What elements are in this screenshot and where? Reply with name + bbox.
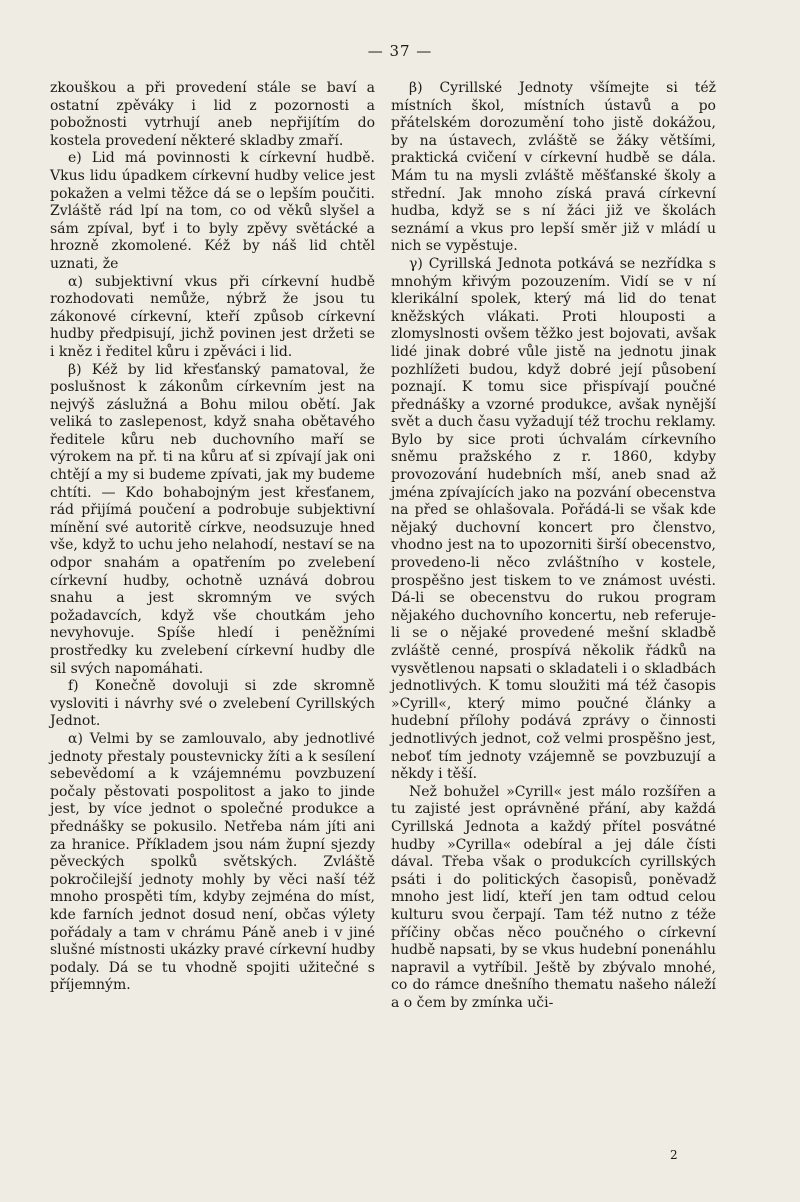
paragraph: γ) Cyrillská Jednota potkává se nezřídka s mnohým křivým pozouzením. Vidí se v ní klerikální spolek, který má lid do tenat kněžských vlákati. Proti hlouposti a zlomyslnosti ovšem těžko jest bojovati, avšak lidé jinak dobré vůle jistě na jednotu jinak pozhlížeti budou, když dobré její působení poznají. K tomu sice přispívají poučné přednášky a vzorné produkce, avšak nynější svět a duch času vyžadují též trochu reklamy. Bylo by sice proti úchvalám církevního sněmu pražského z r. 1860, kdyby provozování hudebních mší, aneb snad až jména zpívajících jako na pozvání obecenstva na před se ohlašovala. Pořádá-li se však kde nějaký duchovní koncert pro členstvo, vhodno jest na to upozorniti širší obecenstvo, provedeno-li něco zvláštního v kostele, prospěšno jest tiskem to ve známost uvésti. Dá-li se obecenstvu do rukou program nějakého duchovního koncertu, neb referuje-li se o nějaké provedené mešní skladbě zvláště cenné, prospívá několik řádků na vysvětlenou napsati o skladateli i o skladbách jednotlivých. K tomu sloužiti má též časopis »Cyrill«, který mimo poučné články a hudební přílohy podává zprávy o činnosti jednotlivých jednot, což velmi prospěšno jest, neboť tím jednoty vzájemně se povzbuzují a někdy i těší. (391, 255, 716, 783)
paragraph: β) Kéž by lid křesťanský pamatoval, že poslušnost k zákonům církevním jest na nejvýš záslužná a Bohu milou obětí. Jak veliká to zaslepenost, když snaha obětavého ředitele kůru neb duchovního maří se výrokem na př. ti na kůru ať si zpívají jak oni chtějí a my si budeme zpívati, jak my budeme chtíti. — Kdo bohabojným jest křesťanem, rád přijímá poučení a podrobuje subjektivní mínění své autoritě církve, neodsuzuje hned vše, když to uchu jeho nelahodí, nestaví se na odpor snahám a opatřením po zvelebení církevní hudby, ochotně uznává dobrou snahu a jest skromným ve svých požadavcích, když vše choutkám jeho nevyhovuje. Spíše hledí i peněžními prostředky ku zvelebení církevní hudby dle sil svých napomáhati. (50, 361, 375, 677)
paragraph: α) subjektivní vkus při církevní hudbě rozhodovati nemůže, nýbrž že jsou tu zákonové církevní, kteří způsob církevní hudby předpisují, jichž povinen jest držeti se i kněz i ředitel kůru i zpěváci i lid. (50, 273, 375, 360)
signature-mark: 2 (670, 1148, 678, 1162)
paragraph: β) Cyrillské Jednoty všímejte si též místních škol, místních ústavů a po přátelském dorozumění toho jistě dokážou, by na ústavech, zvláště se žáky většími, praktická cvičení v církevní hudbě se dála. Mám tu na mysli zvláště měšťanské školy a střední. Jak mnoho získá pravá církevní hudba, když se s ní žáci již ve školách seznámí a vkus pro lepší směr již v mládí u nich se vypěstuje. (391, 80, 716, 255)
paragraph: f) Konečně dovoluji si zde skromně vysloviti i návrhy své o zvelebení Cyrillských Jednot. (50, 678, 375, 730)
page-number: — 37 — (367, 42, 433, 60)
paragraph: zkouškou a při provedení stále se baví a ostatní zpěváky i lid z pozornosti a pobožnosti vytrhují aneb nepřijítím do kostela provedení některé skladby zmaří. (50, 80, 375, 149)
right-column (391, 80, 716, 1012)
paragraph: α) Velmi by se zamlouvalo, aby jednotlivé jednoty přestaly poustevnicky žíti a k sesílení sebevědomí a k vzájemnému povzbuzení počaly pěstovati pospolitost a jako to jinde jest, by více jednot o společné produkce a přednášky se pokusilo. Netřeba nám jíti ani za hranice. Příkladem jsou nám župní sjezdy pěveckých spolků světských. Zvláště pokročilejší jednoty mohly by věci naší též mnoho prospěti tím, kdyby zejména do míst, kde farních jednot dosud není, občas výlety pořádaly a tam v chrámu Páně aneb i v jiné slušné místnosti ukázky pravé církevní hudby podaly. Dá se tu vhodně spojiti užitečné s příjemným. (50, 730, 375, 994)
left-column (50, 80, 375, 995)
paragraph: Než bohužel »Cyrill« jest málo rozšířen a tu zajisté jest oprávněné přání, aby každá Cyrillská Jednota a každý přítel posvátné hudby »Cyrilla« odebíral a jej dále čísti dával. Třeba však o produkcích cyrillských psáti i do politických časopisů, poněvadž mnoho jest lidí, kteří jen tam odtud celou kulturu svou čerpají. Tam též nutno z téže příčiny občas něco poučného o církevní hudbě napsati, by se vkus hudební ponenáhlu napravil a vytříbil. Ještě by zbývalo mnohé, co do rámce dnešního thematu našeho náleží a o čem by zmínka uči- (391, 783, 716, 1011)
paragraph: e) Lid má povinnosti k církevní hudbě. Vkus lidu úpadkem církevní hudby velice jest pokažen a velmi těžce dá se o lepším poučiti. Zvláště rád lpí na tom, co od věků slyšel a sám zpíval, byť i to byly zpěvy světácké a hrozně zkomolené. Kéž by náš lid chtěl uznati, že (50, 150, 375, 272)
